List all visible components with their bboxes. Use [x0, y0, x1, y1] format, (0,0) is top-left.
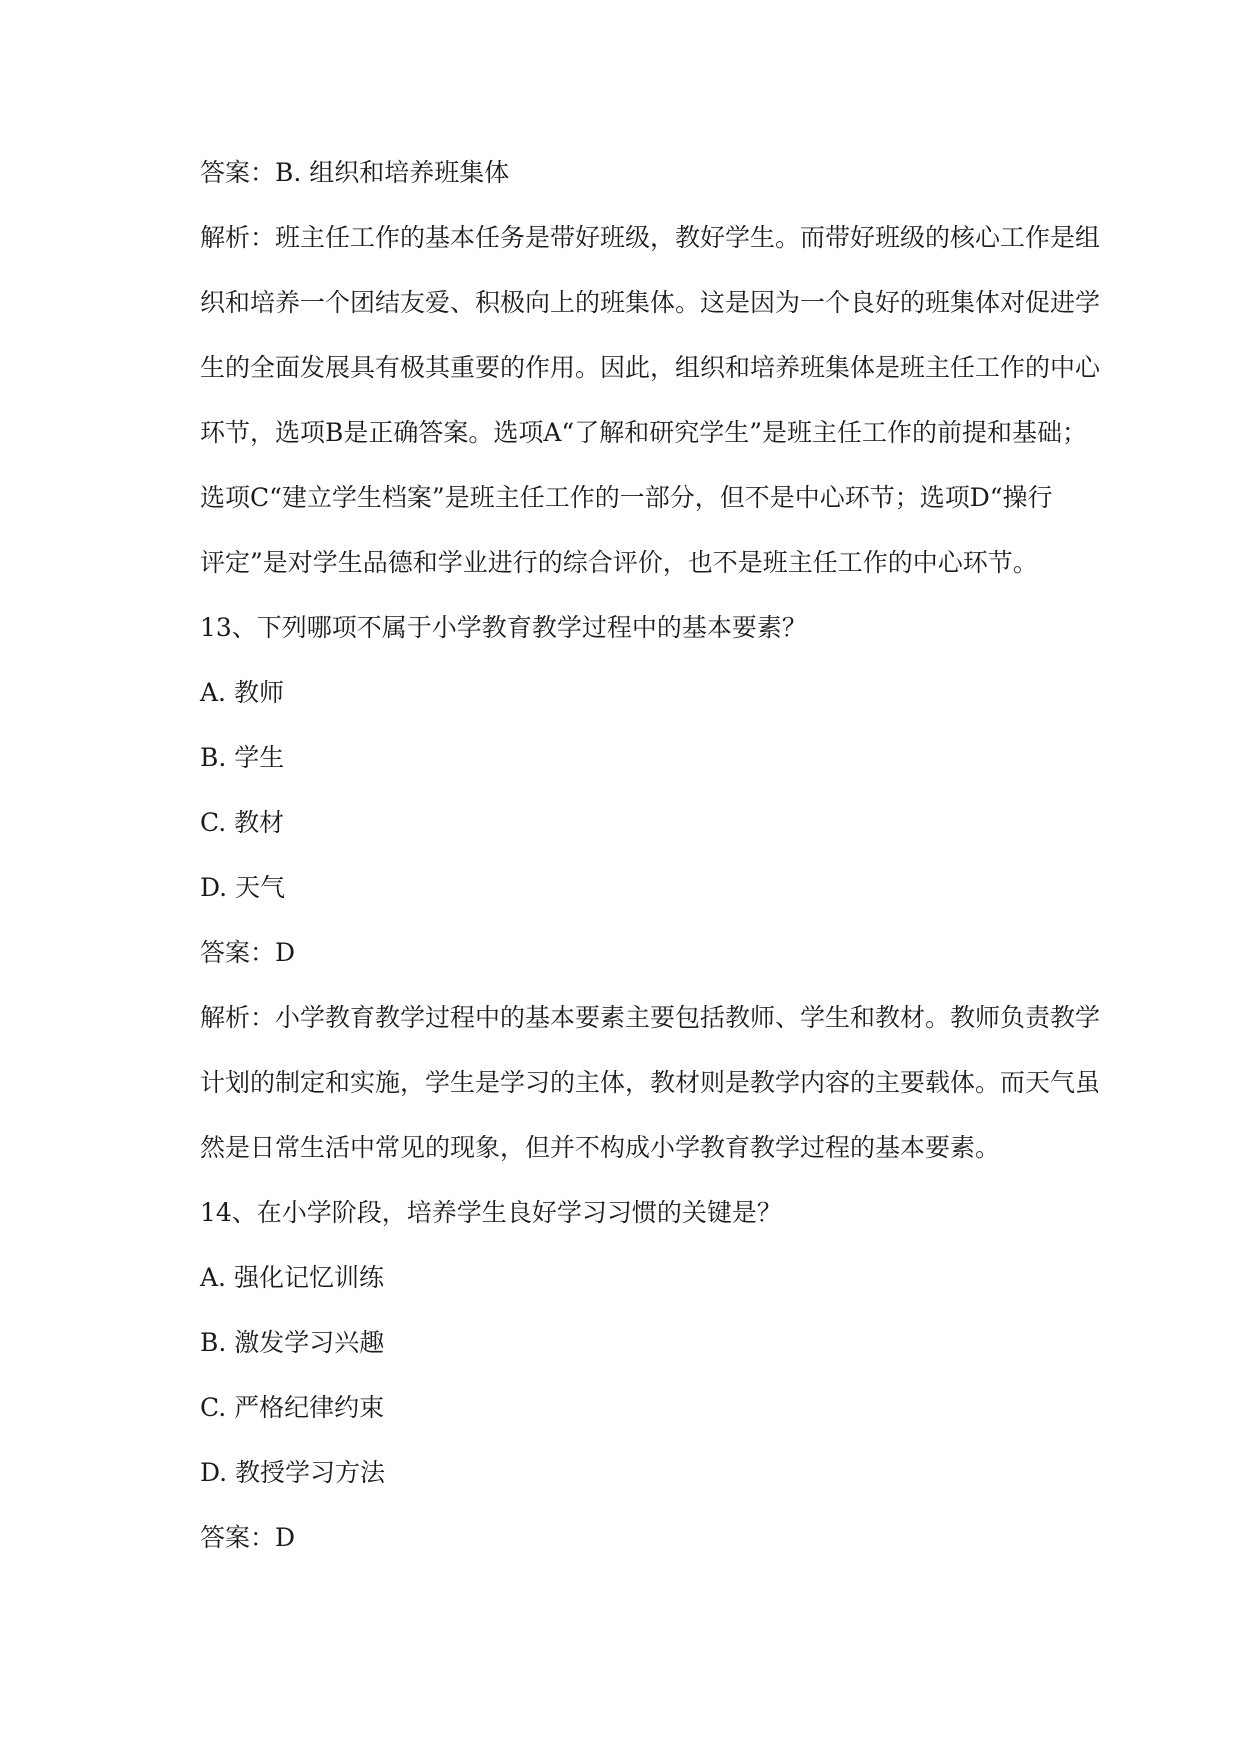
q13-option-b: B. 学生 [200, 743, 285, 772]
q12-analysis-line: 选项C“建立学生档案”是班主任工作的一部分，但不是中心环节；选项D“操行 [200, 483, 1053, 512]
q12-analysis-line: 评定”是对学生品德和学业进行的综合评价，也不是班主任工作的中心环节。 [200, 548, 1038, 577]
q13-option-c: C. 教材 [200, 808, 285, 837]
q12-analysis-line: 解析：班主任工作的基本任务是带好班级，教好学生。而带好班级的核心工作是组 [200, 223, 1101, 252]
q14-option-b: B. 激发学习兴趣 [200, 1328, 385, 1357]
q13-option-a: A. 教师 [200, 678, 284, 707]
q13-option-d: D. 天气 [200, 873, 286, 902]
q13-analysis-line: 解析：小学教育教学过程中的基本要素主要包括教师、学生和教材。教师负责教学 [200, 1003, 1101, 1032]
q12-analysis-line: 织和培养一个团结友爱、积极向上的班集体。这是因为一个良好的班集体对促进学 [200, 288, 1101, 317]
q14-answer: 答案：D [200, 1523, 296, 1552]
q12-analysis-line: 环节，选项B是正确答案。选项A“了解和研究学生”是班主任工作的前提和基础； [200, 418, 1087, 447]
q13-question: 13、下列哪项不属于小学教育教学过程中的基本要素？ [200, 613, 807, 642]
q14-option-a: A. 强化记忆训练 [200, 1263, 384, 1292]
q13-analysis-line: 计划的制定和实施，学生是学习的主体，教材则是教学内容的主要载体。而天气虽 [200, 1068, 1101, 1097]
q12-answer: 答案：B. 组织和培养班集体 [200, 158, 510, 187]
q14-option-c: C. 严格纪律约束 [200, 1393, 385, 1422]
page-content [200, 140, 1101, 1570]
q13-analysis [200, 985, 1101, 1180]
q14-option-d: D. 教授学习方法 [200, 1458, 386, 1487]
q13-analysis-line: 然是日常生活中常见的现象，但并不构成小学教育教学过程的基本要素。 [200, 1133, 1001, 1162]
q14-question: 14、在小学阶段，培养学生良好学习习惯的关键是？ [200, 1198, 782, 1227]
q12-analysis-line: 生的全面发展具有极其重要的作用。因此，组织和培养班集体是班主任工作的中心 [200, 353, 1101, 382]
q12-analysis [200, 205, 1101, 595]
q13-answer: 答案：D [200, 938, 296, 967]
